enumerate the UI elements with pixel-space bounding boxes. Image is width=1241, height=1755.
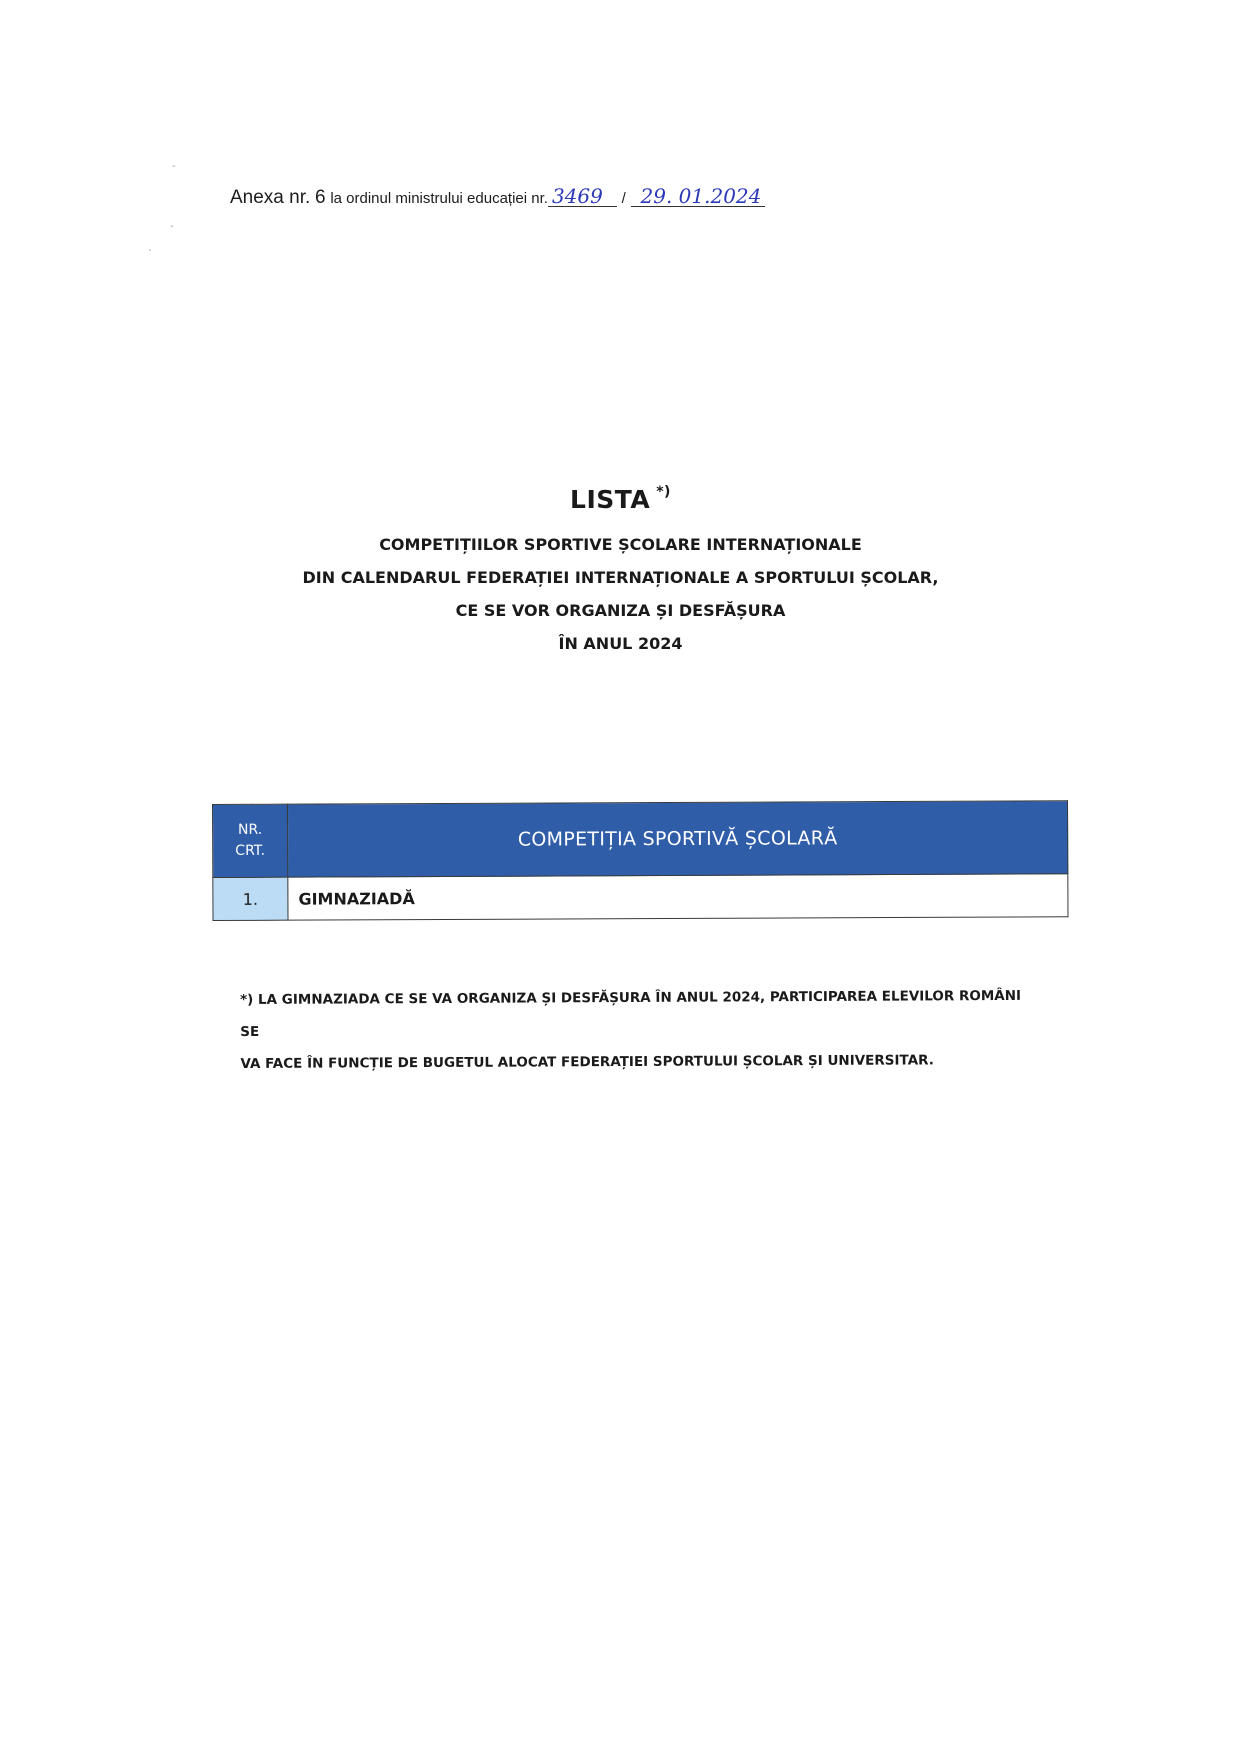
row-competition-name: GIMNAZIADĂ — [288, 874, 1068, 920]
annex-label: Anexa nr. — [230, 187, 311, 208]
column-header-nr — [213, 804, 288, 877]
column-header-competition: COMPETIȚIA SPORTIVĂ ȘCOLARĂ — [288, 801, 1068, 877]
footnote-line-1: *) LA GIMNAZIADA CE SE VA ORGANIZA ȘI DESFĂȘURA ÎN ANUL 2024, PARTICIPAREA ELEVILOR ROMÂNI SE — [240, 987, 1022, 1040]
scan-mark: - — [170, 221, 174, 232]
row-number: 1. — [213, 877, 288, 920]
title-line-4: ÎN ANUL 2024 — [558, 634, 683, 653]
title-main — [0, 484, 1241, 514]
scan-mark: ` — [148, 249, 153, 260]
table-header-row — [213, 801, 1068, 878]
document-title — [0, 484, 1241, 660]
title-line-2: DIN CALENDARUL FEDERAȚIEI INTERNAȚIONALE A SPORTULUI ȘCOLAR, — [302, 568, 939, 587]
table-row — [213, 874, 1068, 921]
order-text: la ordinul ministrului educației nr. — [330, 190, 548, 207]
annex-number: 6 — [315, 187, 326, 208]
title-main-text: LISTA — [570, 485, 651, 514]
title-line-1: COMPETIȚIILOR SPORTIVE ȘCOLARE INTERNAȚIONALE — [379, 535, 862, 554]
annex-header — [230, 186, 765, 209]
title-subtitle — [0, 528, 1241, 660]
title-footnote-mark: *) — [656, 484, 671, 500]
competition-table — [212, 800, 1069, 921]
footnote — [240, 980, 1040, 1080]
handwritten-order-number: 3469 — [548, 186, 617, 207]
order-separator: / — [621, 190, 626, 207]
handwritten-order-date: 29. 01.2024 — [631, 186, 766, 207]
column-header-nr-line2: CRT. — [235, 842, 266, 859]
footnote-line-2: VA FACE ÎN FUNCȚIE DE BUGETUL ALOCAT FEDERAȚIEI SPORTULUI ȘCOLAR ȘI UNIVERSITAR. — [240, 1052, 934, 1072]
title-line-3: CE SE VOR ORGANIZA ȘI DESFĂȘURA — [455, 601, 786, 620]
scan-mark: - — [172, 161, 176, 172]
column-header-nr-line1: NR. — [238, 821, 263, 838]
